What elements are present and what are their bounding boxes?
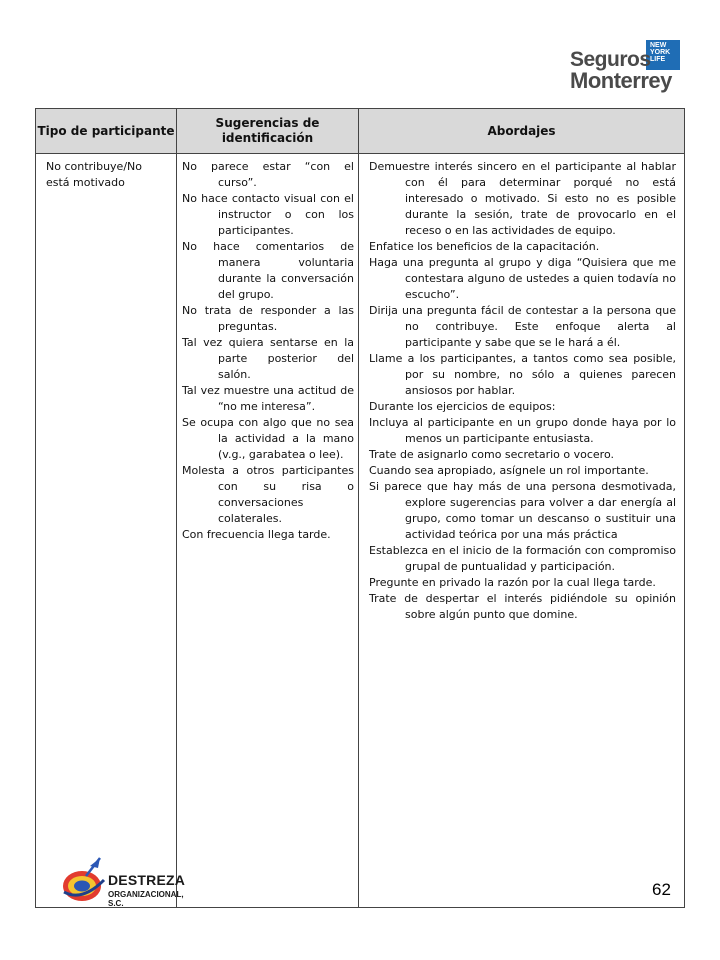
approach-item: Enfatice los beneficios de la capacitación. bbox=[369, 240, 600, 253]
header-participant-type: Tipo de participante bbox=[37, 123, 175, 138]
participant-type-cell bbox=[46, 159, 166, 191]
participant-type: No contribuye/No está motivado bbox=[46, 160, 142, 189]
header-suggestions: Sugerencias de identificación bbox=[215, 116, 320, 145]
approach-item: Llame a los participantes, a tantos como sea posible, por su nombre, no sólo a quienes parecen ansiosos por hablar. bbox=[369, 352, 676, 397]
page-number: 62 bbox=[652, 880, 671, 899]
suggestion-item: No trata de responder a las preguntas. bbox=[182, 304, 354, 333]
suggestion-item: Molesta a otros participantes con su risa o conversaciones colaterales. bbox=[182, 464, 354, 525]
approach-item: Pregunte en privado la razón por la cual llega tarde. bbox=[369, 576, 656, 589]
approach-item: Trate de asignarlo como secretario o vocero. bbox=[369, 448, 614, 461]
seguros-monterrey-logo bbox=[570, 40, 700, 96]
destreza-logo bbox=[60, 852, 200, 908]
suggestion-item: No parece estar “con el curso”. bbox=[182, 160, 354, 189]
suggestion-item: Se ocupa con algo que no sea la actividad a la mano (v.g., garabatea o lee). bbox=[182, 416, 354, 461]
approach-item: Durante los ejercicios de equipos: bbox=[369, 400, 556, 413]
suggestion-item: No hace contacto visual con el instructor o con los participantes. bbox=[182, 192, 354, 237]
approaches-cell bbox=[369, 159, 676, 623]
suggestion-item: Tal vez quiera sentarse en la parte posterior del salón. bbox=[182, 336, 354, 381]
suggestions-cell bbox=[182, 159, 354, 543]
suggestion-item: Con frecuencia llega tarde. bbox=[182, 528, 331, 541]
globe-swoosh-icon bbox=[60, 852, 108, 908]
approach-item: Haga una pregunta al grupo y diga “Quisiera que me contestara alguno de ustedes a quien todavía no escucho”. bbox=[369, 256, 676, 301]
new-york-life-badge: NEW YORK LIFE bbox=[646, 40, 680, 70]
approach-item: Incluya al participante en un grupo donde haya por lo menos un participante entusiasta. bbox=[369, 416, 676, 445]
suggestion-item: Tal vez muestre una actitud de “no me interesa”. bbox=[182, 384, 354, 413]
table-header bbox=[36, 109, 684, 154]
column-divider bbox=[176, 109, 177, 907]
suggestion-item: No hace comentarios de manera voluntaria durante la conversación del grupo. bbox=[182, 240, 354, 301]
approach-item: Demuestre interés sincero en el participante al hablar con él para determinar porqué no está interesado o motivado. Si esto no es posible durante la sesión, trate de provocarlo en el receso o en las actividades de equipo. bbox=[369, 160, 676, 237]
approach-item: Establezca en el inicio de la formación con compromiso grupal de puntualidad y participación. bbox=[369, 544, 676, 573]
header-approaches: Abordajes bbox=[487, 123, 556, 138]
approach-item: Cuando sea apropiado, asígnele un rol importante. bbox=[369, 464, 649, 477]
approach-item: Trate de despertar el interés pidiéndole su opinión sobre algún punto que domine. bbox=[369, 592, 676, 621]
column-divider bbox=[358, 109, 359, 907]
brand-name-line2: Monterrey bbox=[570, 68, 672, 93]
participants-table bbox=[35, 108, 685, 908]
brand-name-line1: Seguros bbox=[570, 48, 651, 71]
approach-item: Si parece que hay más de una persona desmotivada, explore sugerencias para volver a dar energía al grupo, como tomar un descanso o sustituir una actividad teórica por una más práctica bbox=[369, 480, 676, 541]
logo-text-line1: DESTREZA bbox=[108, 872, 186, 888]
approach-item: Dirija una pregunta fácil de contestar a la persona que no contribuye. Este enfoque alerta al participante y sabe que se le hará a él. bbox=[369, 304, 676, 349]
logo-text-line2: ORGANIZACIONAL, S.C. bbox=[108, 890, 184, 908]
